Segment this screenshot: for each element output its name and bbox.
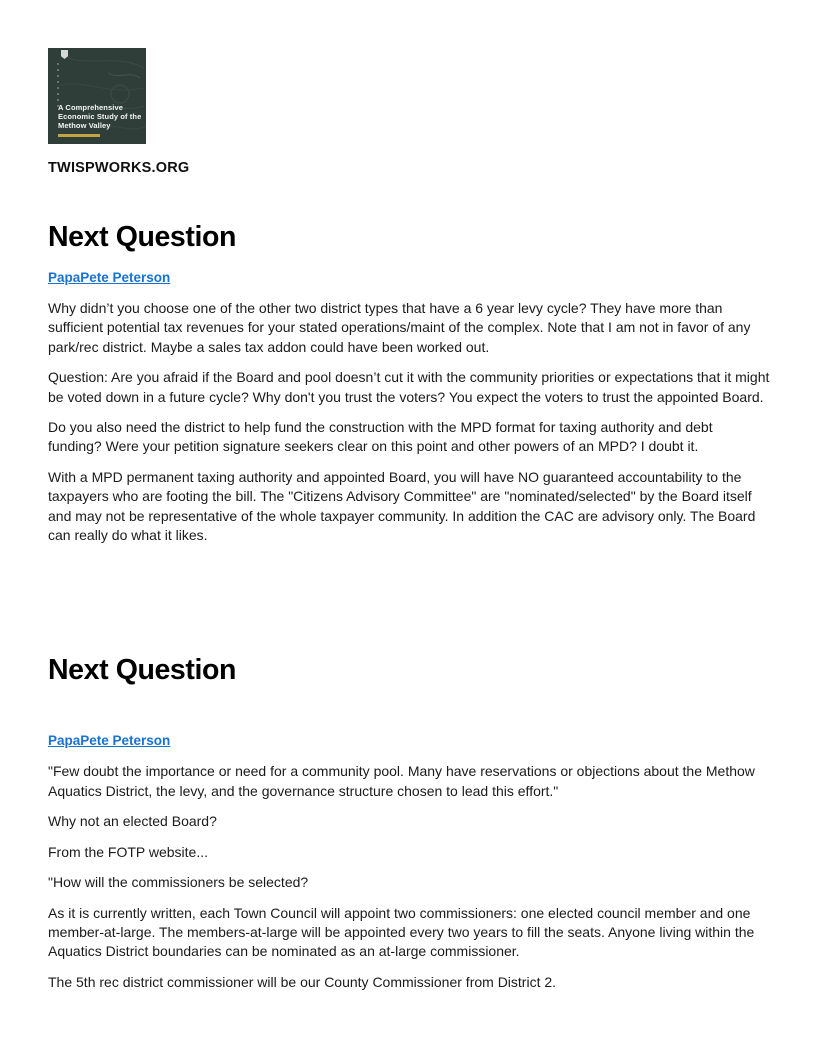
cover-title [58, 103, 141, 137]
site-label: TWISPWORKS.ORG [48, 160, 190, 176]
paragraph: From the FOTP website... [48, 843, 209, 860]
paragraph: Question: Are you afraid if the Board and pool doesn’t cut it with the community priorities or expectations that it might be voted down in a future cycle? Why don't you trust the voters? You expect the voters to trust the appointed Board. [48, 369, 770, 405]
paragraph: "How will the commissioners be selected? [48, 874, 309, 891]
qa-section-1 [48, 220, 770, 545]
report-cover-thumbnail [48, 48, 146, 144]
paragraph: Why didn’t you choose one of the other two district types that have a 6 year levy cycle? They have more than sufficient potential tax revenues for your stated operations/maint of the complex. Note that I am not in favor of any park/rec district. Maybe a sales tax addon could have been worked out. [48, 300, 751, 355]
cover-title-line: A Comprehensive [58, 103, 123, 112]
cover-title-line: Methow Valley [58, 121, 111, 130]
paragraph: As it is currently written, each Town Council will appoint two commissioners: one elected council member and one member-at-large. The members-at-large will be appointed every two years to fill the seats. Anyone living within the Aquatics District boundaries can be nominated as an at-large commissioner. [48, 904, 755, 960]
paragraph: Do you also need the district to help fund the construction with the MPD format for taxing authority and debt funding? Were your petition signature seekers clear on this point and other powers of an MPD? I doubt it. [48, 419, 713, 455]
cover-title-line: Economic Study of the [58, 112, 142, 121]
author-link[interactable]: PapaPete Peterson [48, 270, 171, 285]
paragraph: "Few doubt the importance or need for a community pool. Many have reservations or objections about the Methow Aquatics District, the levy, and the governance structure chosen to lead this effort." [48, 763, 755, 799]
qa-section-2 [48, 653, 770, 992]
section-heading: Next Question [48, 221, 236, 253]
paragraph: Why not an elected Board? [48, 813, 217, 830]
paragraph: With a MPD permanent taxing authority and appointed Board, you will have NO guaranteed accountability to the taxpayers who are footing the bill. The "Citizens Advisory Committee" are "nominated/selected" by the Board itself and may not be representative of the whole taxpayer community. In addition the CAC are advisory only. The Board can really do what it likes. [48, 468, 756, 544]
section-heading: Next Question [48, 654, 236, 687]
author-link[interactable]: PapaPete Peterson [48, 733, 171, 749]
paragraph: The 5th rec district commissioner will be our County Commissioner from District 2. [48, 973, 557, 990]
cover-byline-accent [58, 134, 100, 137]
